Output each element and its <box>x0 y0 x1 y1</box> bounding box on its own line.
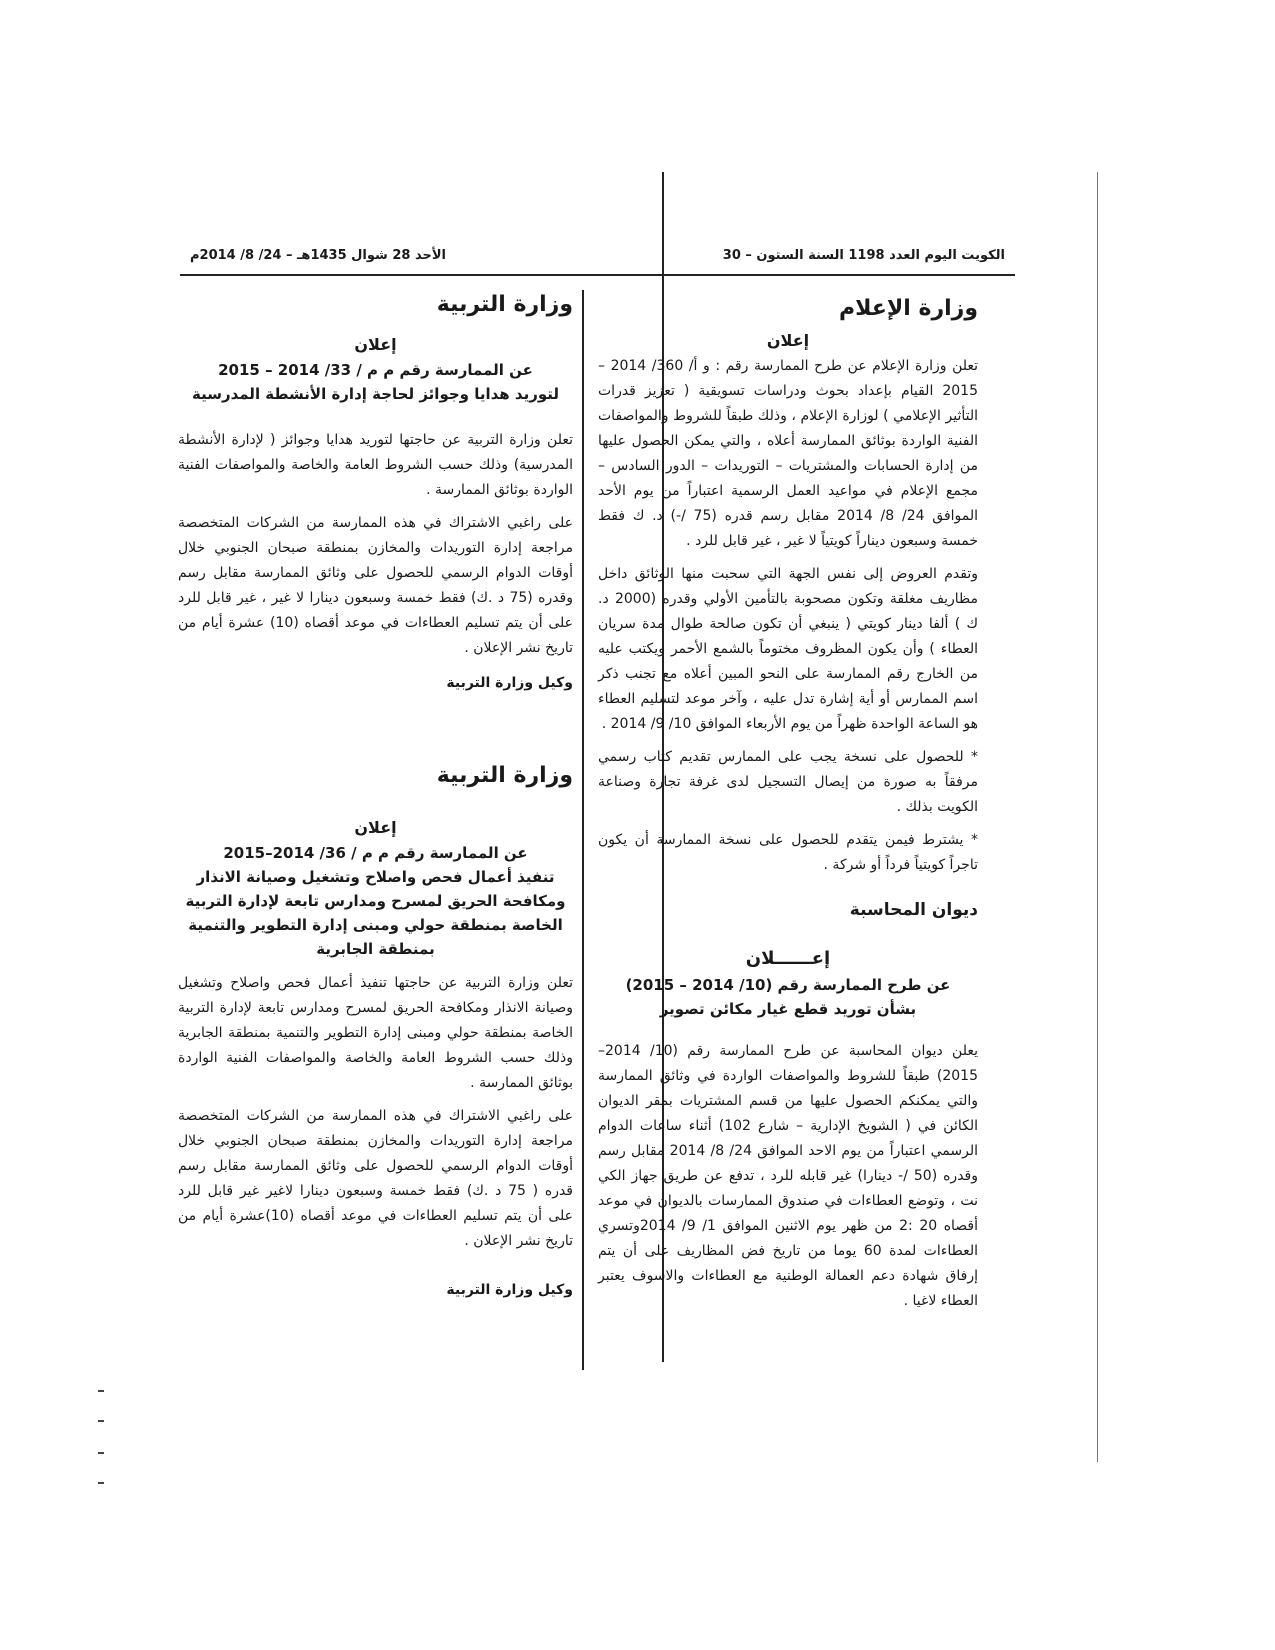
left-column <box>178 292 573 1298</box>
announcement-paragraph: تعلن وزارة الإعلام عن طرح الممارسة رقم : و أ/ 360/ 2014 – 2015 القيام بإعداد بحوث ودراسات تسويقية ( تعزيز قدرات التأثير الإعلامي ) لوزارة الإعلام ، وذلك طبقاً للشروط والمواصفات الفنية الواردة بوثائق الممارسة أعلاه ، والتي يمكن الحصول عليها من إدارة الحسابات والمشتريات – التوريدات – الدور السادس – مجمع الإعلام في مواعيد العمل الرسمية اعتباراً من يوم الأحد الموافق 24/ 8/ 2014 مقابل رسم قدره (75 /-) د. ك فقط خمسة وسبعون ديناراً كويتياً لا غير ، غير قابل للرد . <box>598 358 979 549</box>
bullet-item: * يشترط فيمن يتقدم للحصول على نسخة الممارسة أن يكون تاجراً كويتياً فرداً أو شركة . <box>598 832 978 873</box>
announcement-paragraph: على راغبي الاشتراك في هذه الممارسة من الشركات المتخصصة مراجعة إدارة التوريدات والمخازن بمنطقة صبحان الجنوبي خلال أوقات الدوام الرسمي للحصول على وثائق الممارسة مقابل رسم وقدره (75 د .ك) فقط خمسة وسبعون دينارا لا غير ، غير قابل للرد على أن يتم تسليم العطاءات في موعد أقصاه (10) عشرة أيام من تاريخ نشر الإعلان . <box>178 515 574 656</box>
announcement-paragraph: تعلن وزارة التربية عن حاجتها لتوريد هدايا وجوائز ( لإدارة الأنشطة المدرسية) وذلك حسب الشروط العامة والخاصة والمواصفات الفنية الواردة بوثائق الممارسة . <box>178 432 573 498</box>
column-divider <box>582 290 584 1370</box>
announcement-subtitle: عن الممارسة رقم م م / 33/ 2014 – 2015 <box>218 361 533 379</box>
announcement-paragraph: وتقدم العروض إلى نفس الجهة التي سحبت منها الوثائق داخل مظاريف مغلقة وتكون مصحوبة بالتأمين الأولي وقدره (2000 د. ك ) ألفا دينار كويتي ( ينبغي أن تكون صالحة طوال مدة سريان العطاء ) وأن يكون المظروف مختوماً بالشمع الأحمر ويكتب عليه من الخارج رقم الممارسة على النحو المبين أعلاه مع تجنب ذكر اسم الممارس أو أية إشارة تدل عليه ، وآخر موعد لتسليم العطاء هو الساعة الواحدة ظهراً من يوم الأربعاء الموافق 10/ 9/ 2014 . <box>598 566 978 732</box>
announcement-subtitle: لتوريد هدايا وجوائز لحاجة إدارة الأنشطة المدرسية <box>191 385 559 403</box>
right-column <box>598 296 978 1322</box>
announcement-title: إعلان <box>766 331 810 350</box>
announcement-subtitle: عن الممارسة رقم م م / 36/ 2014–2015 <box>223 844 528 862</box>
ministry-education-heading: وزارة التربية <box>436 292 573 317</box>
audit-bureau-heading: ديوان المحاسبة <box>849 900 978 920</box>
announcement-paragraph: يعلن ديوان المحاسبة عن طرح الممارسة رقم (10/ 2014– 2015) طبقاً للشروط والمواصفات الواردة في وثائق الممارسة والتي يمكنكم الحصول عليها من قسم المشتريات بمقر الديوان الكائن في ( الشويخ الإدارية – شارع 102) أثناء ساعات الدوام الرسمي اعتباراً من يوم الاحد الموافق 24/ 8/ 2014 مقابل رسم وقدره (50 /- دينارا) غير قابله للرد ، تدفع عن طريق جهاز الكي نت ، وتوضع العطاءات في صندوق الممارسات بالديوان في موعد أقصاه 20 :2 من ظهر يوم الاثنين الموافق 1/ 9/ 2014وتسري العطاءات لمدة 60 يوما من تاريخ فض المظاريف على أن يتم إرفاق شهادة دعم العمالة الوطنية مع العطاءات والاسوف يعتبر العطاء لاغيا . <box>598 1043 979 1309</box>
bullet-item: * للحصول على نسخة يجب على الممارس تقديم كتاب رسمي مرفقاً به صورة من إيصال التسجيل لدى غرفة تجارة وصناعة الكويت بذلك . <box>598 749 978 815</box>
page-header <box>180 240 1015 276</box>
scan-edge-line <box>1097 172 1098 1462</box>
announcement-title: إعلان <box>354 818 397 837</box>
announcement-title: إعلان <box>354 335 397 354</box>
scan-tick-mark <box>98 1482 104 1484</box>
scan-tick-mark <box>98 1452 104 1454</box>
announcement-subtitle: عن طرح الممارسة رقم (10/ 2014 – 2015) <box>625 976 951 994</box>
announcement-paragraph: على راغبي الاشتراك في هذه الممارسة من الشركات المتخصصة مراجعة إدارة التوريدات والمخازن بمنطقة صبحان الجنوبي خلال أوقات الدوام الرسمي للحصول على وثائق الممارسة مقابل رسم قدره ( 75 د .ك) فقط خمسة وسبعون دينارا لاغير غير قابل للرد على أن يتم تسليم العطاءات في موعد أقصاه (10)عشرة أيام من تاريخ نشر الإعلان . <box>178 1108 574 1249</box>
header-issue-info: الكويت اليوم العدد 1198 السنة الستون – 30 <box>722 248 1005 263</box>
announcement-subtitle: تنفيذ أعمال فحص واصلاح وتشغيل وصيانة الانذار ومكافحة الحريق لمسرح ومدارس تابعة لإدارة التربية الخاصة بمنطقة حولي ومبنى إدارة التطوير والتنمية بمنطقة الجابرية <box>185 868 566 958</box>
scan-tick-mark <box>98 1390 104 1392</box>
signature-undersecretary: وكيل وزارة التربية <box>446 675 573 691</box>
header-date: الأحد 28 شوال 1435هـ – 24/ 8/ 2014م <box>190 248 446 263</box>
ministry-information-heading: وزارة الإعلام <box>839 296 978 321</box>
announcement-title: إعــــــلان <box>745 948 831 969</box>
scan-tick-mark <box>98 1420 104 1422</box>
signature-undersecretary: وكيل وزارة التربية <box>446 1282 573 1298</box>
announcement-subtitle: بشأن توريد قطع غيار مكائن تصوير <box>659 1000 917 1018</box>
announcement-paragraph: تعلن وزارة التربية عن حاجتها تنفيذ أعمال فحص واصلاح وتشغيل وصيانة الانذار ومكافحة الحريق لمسرح ومدارس تابعة لإدارة التربية الخاصة بمنطقة حولي ومبنى إدارة التطوير والتنمية بمنطقة الجابرية وذلك حسب الشروط العامة والخاصة والمواصفات الفنية الواردة بوثائق الممارسة . <box>178 975 573 1091</box>
ministry-education-heading: وزارة التربية <box>436 763 573 788</box>
